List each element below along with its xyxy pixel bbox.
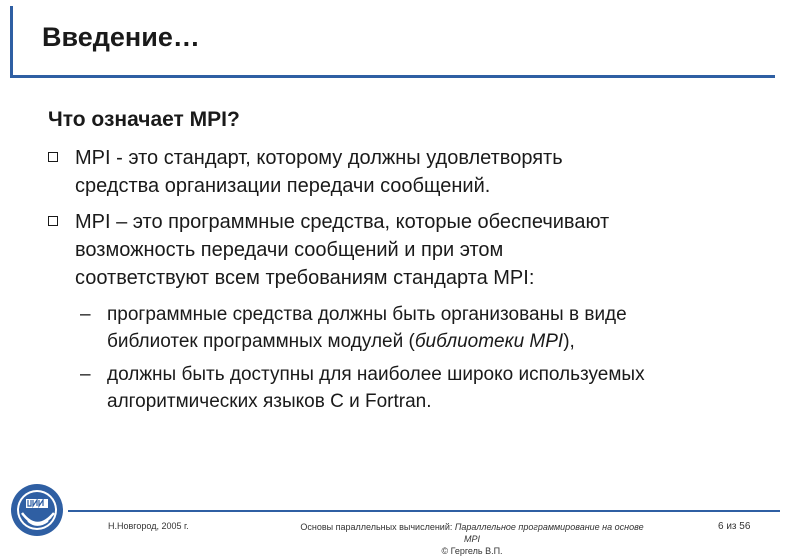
footer-course-title: Основы параллельных вычислений: Параллельное программирование на основе MPI © Гергель В.П. (300, 522, 644, 556)
bullet-text (75, 144, 765, 200)
title-frame-bottom (10, 75, 775, 78)
square-bullet-icon (48, 216, 58, 226)
sub-bullet-line: должны быть доступны для наиболее широко используемых (107, 364, 645, 385)
emphasis-text: библиотеки MPI (414, 331, 564, 352)
slide-heading: Что означает MPI? (48, 108, 240, 131)
sub-bullet-text (107, 361, 767, 415)
bullet-line: MPI - это стандарт, которому должны удовлетворять (75, 147, 563, 169)
bullet-line: возможность передачи сообщений и при этом (75, 239, 504, 261)
sub-bullet-line: алгоритмических языков C и Fortran. (107, 391, 432, 412)
footer-page-number: 6 из 56 (718, 521, 751, 532)
square-bullet-icon (48, 152, 58, 162)
sub-bullet-line: библиотек программных модулей (библиотеки MPI), (107, 331, 575, 352)
bullet-line: MPI – это программные средства, которые обеспечивают (75, 211, 610, 233)
dash-bullet-icon: – (80, 364, 91, 385)
sub-bullet-line: программные средства должны быть организованы в виде (107, 304, 627, 325)
bullet-line: средства организации передачи сообщений. (75, 175, 491, 197)
title-frame-left (10, 6, 13, 78)
dash-bullet-icon: – (80, 304, 91, 325)
unn-logo-icon (10, 483, 64, 537)
footer-author: © Гергель В.П. (441, 546, 503, 556)
slide-title: Введение… (42, 22, 200, 52)
bullet-line: соответствуют всем требованиям стандарта MPI: (75, 267, 535, 289)
bullet-text (75, 208, 765, 292)
footer-location-date: Н.Новгород, 2005 г. (108, 521, 189, 531)
sub-bullet-text (107, 301, 767, 355)
footer-divider (68, 510, 780, 512)
